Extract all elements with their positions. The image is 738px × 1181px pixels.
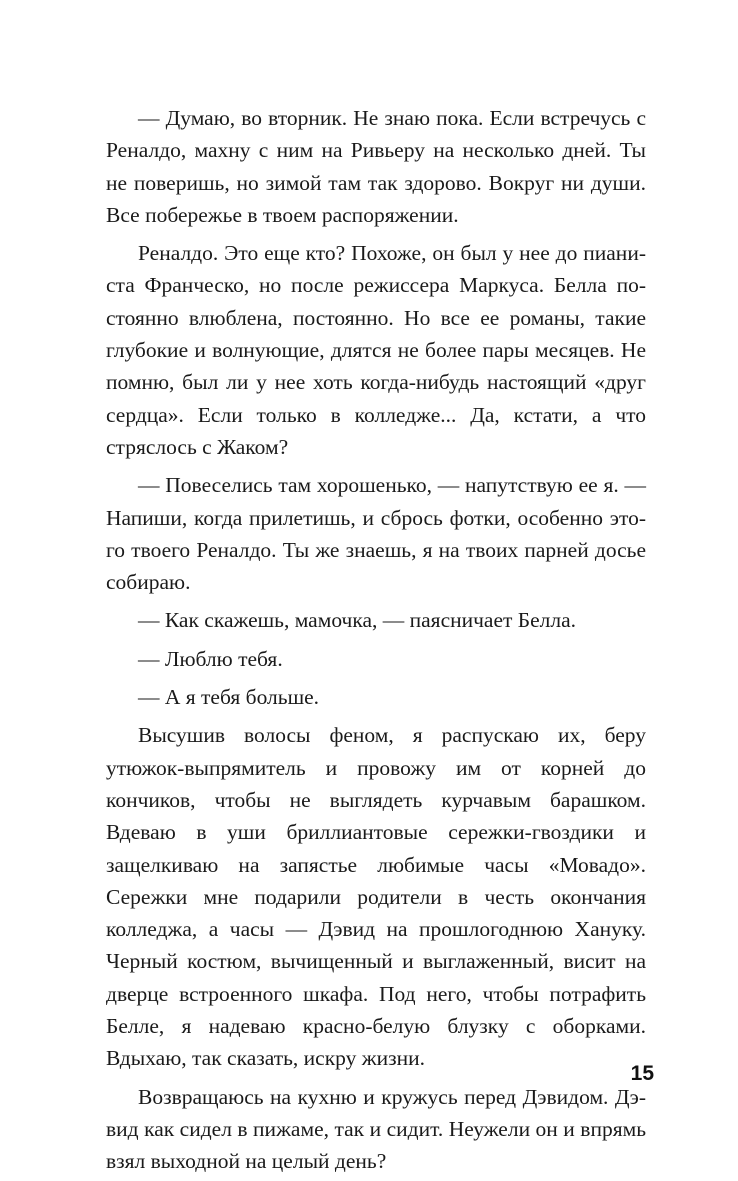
paragraph-6: — А я тебя больше. xyxy=(138,685,320,710)
paragraph-8: Возвращаюсь на кухню и кружусь перед Дэвидом. Дэвид как сидел в пижаме, так и сидит. Неужели он и впрямь взял выходной на целый день? xyxy=(106,1084,646,1174)
paragraph-7: Высушив волосы феном, я распускаю их, беру утюжок-выпрямитель и провожу им от корней до кончиков, чтобы не выглядеть курчавым барашком. Вдеваю в уши бриллиантовые сережки-гвоздики и защелкиваю на запястье любимые часы «Мовадо». Сережки мне подарили родители в честь окончания колледжа, а часы — Дэвид на прошлогоднюю Хануку. Черный костюм, вычищенный и выглаженный, висит на дверце встроенного шкафа. Под него, чтобы потрафить Белле, я надеваю красно-белую блузку с оборками. Вдыхаю, так сказать, искру жизни. xyxy=(106,723,646,1071)
page-number: 15 xyxy=(630,1062,654,1085)
paragraph-2: Реналдо. Это еще кто? Похоже, он был у нее до пианиста Франческо, но после режиссера Маркуса. Белла постоянно влюблена, постоянно. Но все ее романы, такие глубокие и волнующие, длятся не более пары месяцев. Не помню, был ли у нее хоть когда-нибудь настоящий «друг сердца». Если только в колледже... Да, кстати, а что стряслось с Жаком? xyxy=(106,241,646,459)
paragraph-5: — Люблю тебя. xyxy=(138,646,283,671)
paragraph-3: — Повеселись там хорошенько, — напутствую ее я. — Напиши, когда прилетишь, и сбрось фотки, особенно этого твоего Реналдо. Ты же знаешь, я на твоих парней досье собираю. xyxy=(106,473,646,595)
paragraph-1: — Думаю, во вторник. Не знаю пока. Если встречусь с Реналдо, махну с ним на Ривьеру на несколько дней. Ты не поверишь, но зимой там так здорово. Вокруг ни души. Все побережье в твоем распоряжении. xyxy=(106,106,646,227)
paragraph-4: — Как скажешь, мамочка, — паясничает Белла. xyxy=(138,608,577,633)
body-text xyxy=(106,102,646,1178)
